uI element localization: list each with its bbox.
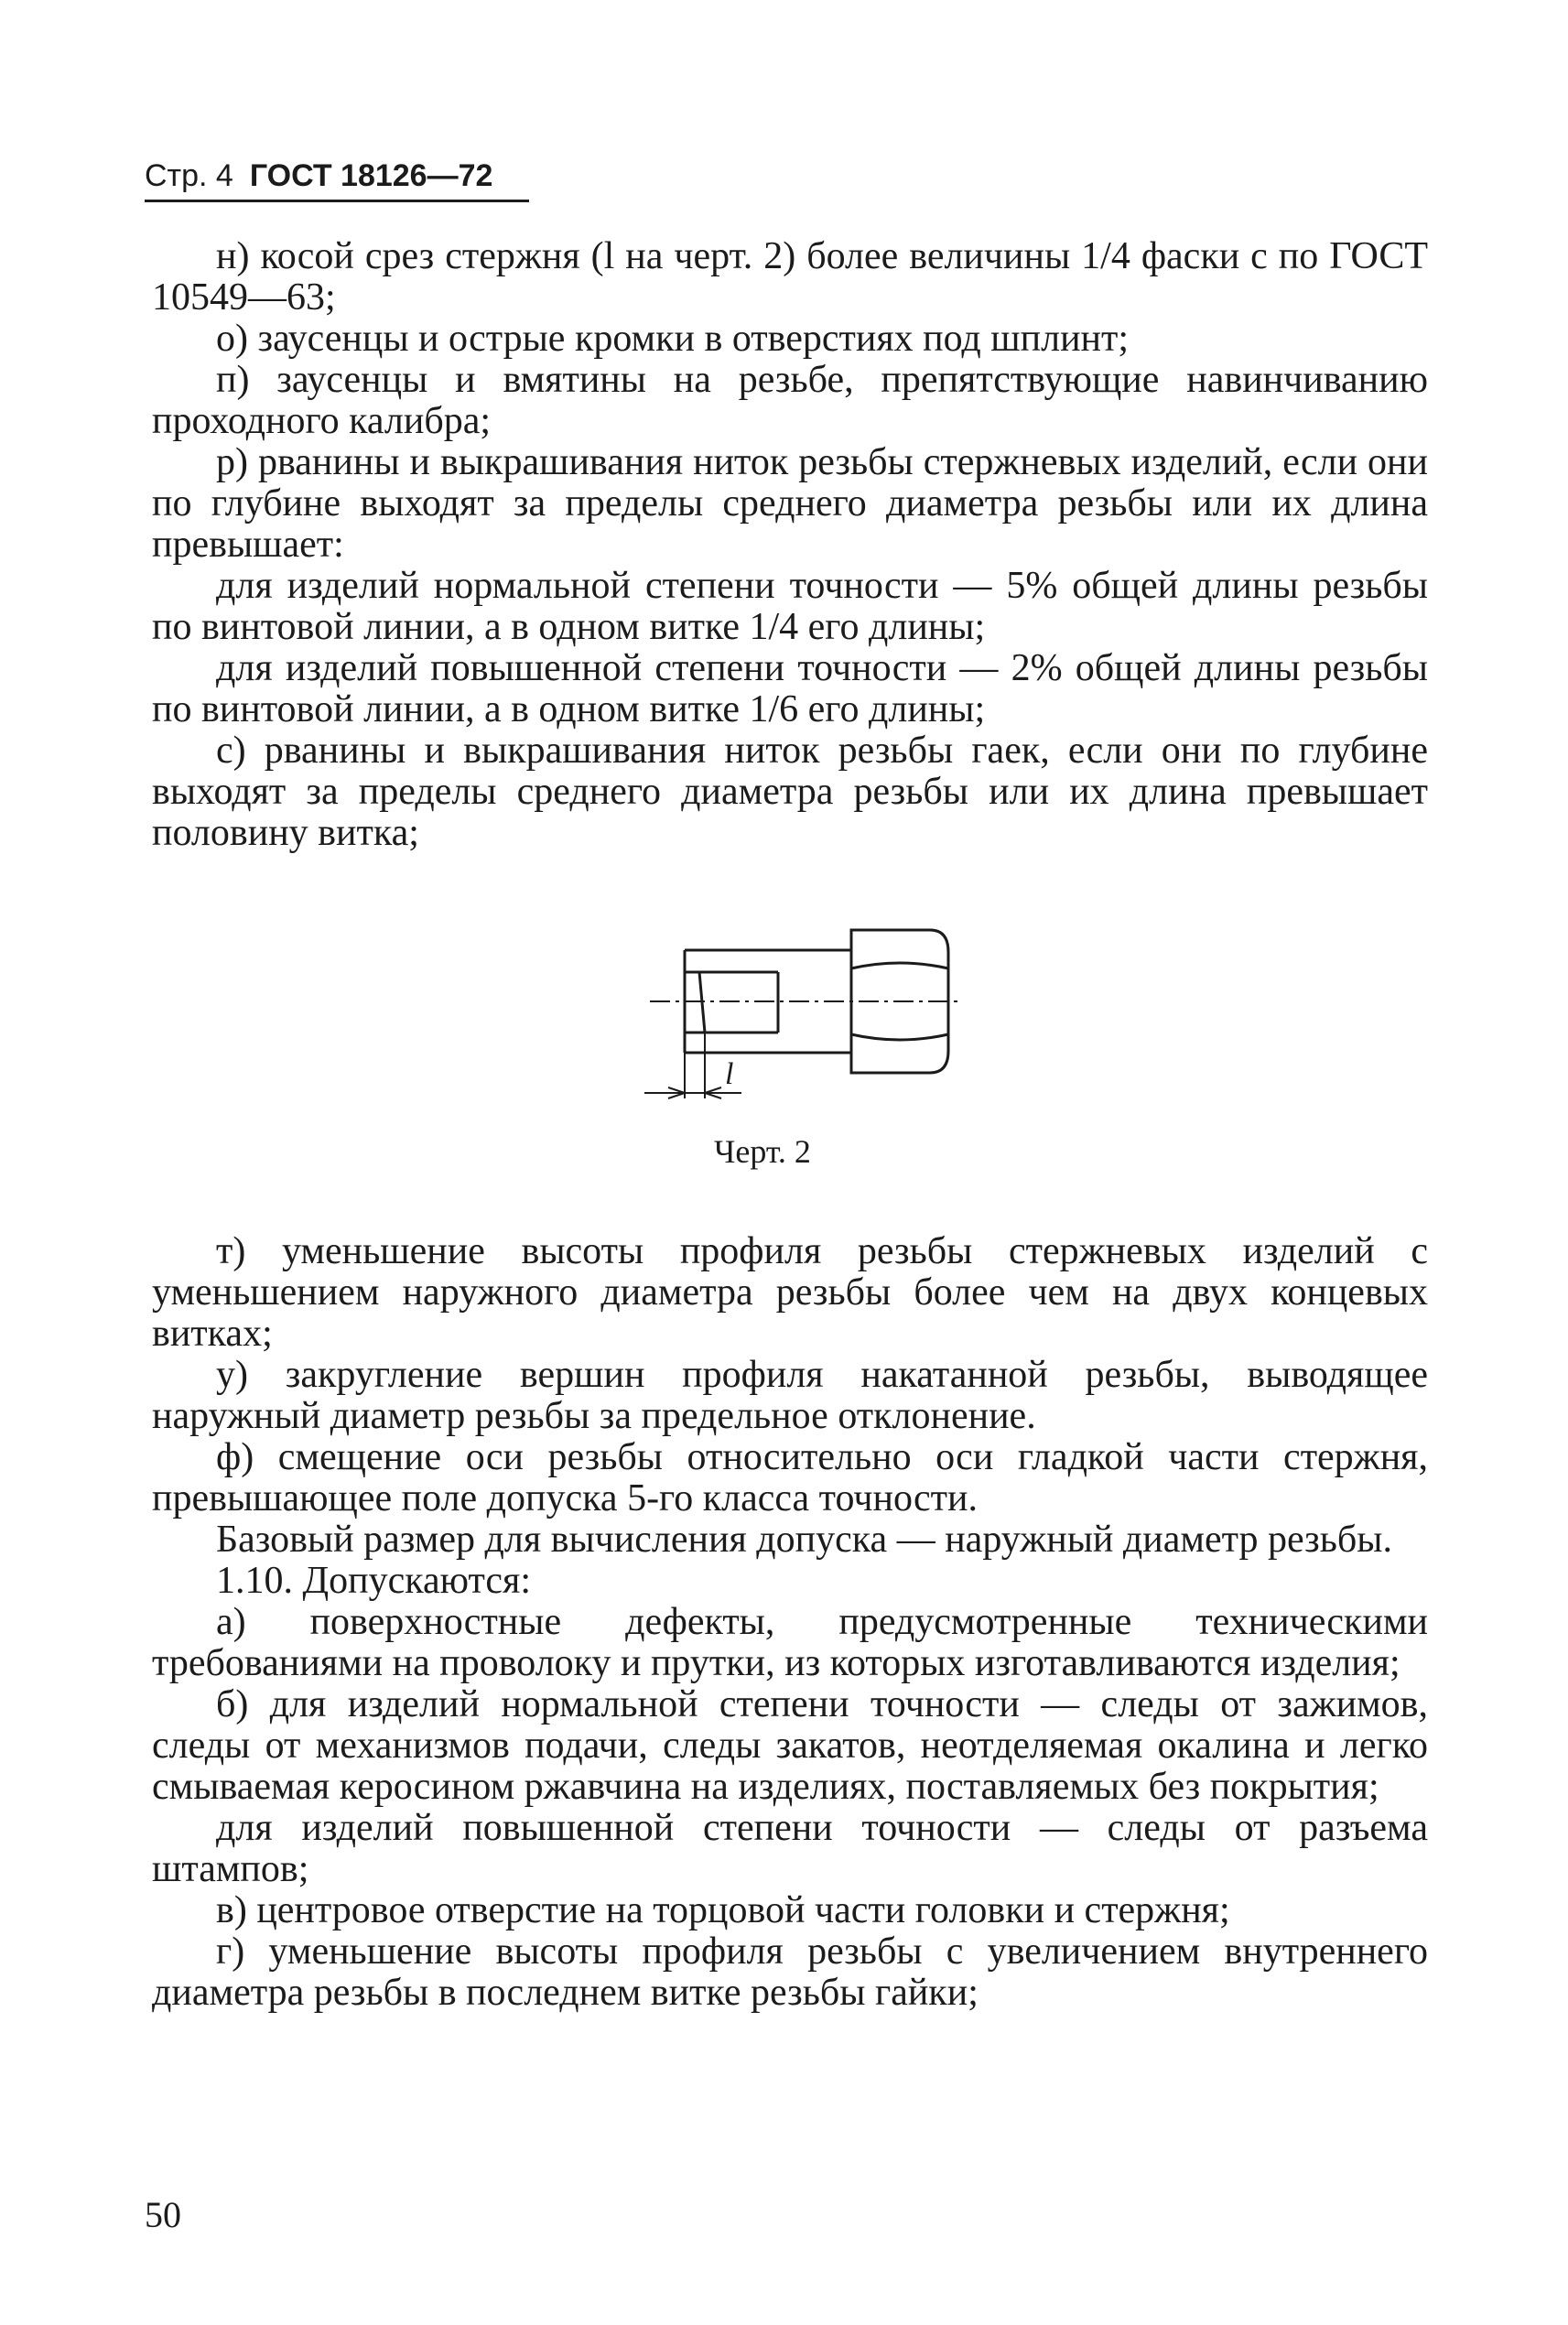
paragraph-b: б) для изделий нормальной степени точности — следы от зажимов, следы от механизмов подачи, следы закатов, неотделяемая окалина и легко смываемая керосином ржавчина на изделиях, поставляемых без покрытия;	[152, 1683, 1428, 1808]
page-label: Стр. 4	[145, 158, 233, 193]
paragraph-normal-accuracy: для изделий нормальной степени точности — 5% общей длины резьбы по винтовой линии, а в одном витке 1/4 его длины;	[152, 565, 1428, 648]
paragraph-o: о) заусенцы и острые кромки в отверстиях под шплинт;	[216, 318, 1130, 360]
paragraph-n: н) косой срез стержня (l на черт. 2) более величины 1/4 фаски c по ГОСТ 10549—63;	[152, 235, 1428, 319]
paragraph-u: у) закругление вершин профиля накатанной резьбы, выводящее наружный диаметр резьбы за предельное отклонение.	[152, 1354, 1428, 1437]
bolt-drawing	[641, 915, 970, 1117]
section-1-10: 1.10. Допускаются:	[216, 1560, 531, 1602]
bottom-text-block	[152, 1231, 1428, 2014]
bolt-drawing-svg	[641, 915, 970, 1117]
paragraph-a: а) поверхностные дефекты, предусмотренные техническими требованиями на проволоку и прутки, из которых изготавливаются изделия;	[152, 1601, 1428, 1684]
paragraph-s: с) рванины и выкрашивания ниток резьбы гаек, если они по глубине выходят за пределы среднего диаметра резьбы или их длина превышает половину витка;	[152, 730, 1428, 854]
paragraph-g: г) уменьшение высоты профиля резьбы с увеличением внутреннего диаметра резьбы в последнем витке резьбы гайки;	[152, 1930, 1428, 2014]
standard-number: ГОСТ 18126—72	[249, 158, 493, 193]
header-rule	[145, 200, 529, 202]
top-text-block	[152, 236, 1428, 854]
running-header	[145, 157, 492, 194]
paragraph-t: т) уменьшение высоты профиля резьбы стержневых изделий с уменьшением наружного диаметра резьбы более чем на двух концевых витках;	[152, 1230, 1428, 1355]
figure-caption: Черт. 2	[714, 1133, 811, 1170]
paragraph-v: в) центровое отверстие на торцовой части головки и стержня;	[216, 1889, 1230, 1931]
dimension-label: l	[725, 1057, 734, 1091]
paragraph-base-size: Базовый размер для вычисления допуска — наружный диаметр резьбы.	[216, 1519, 1392, 1561]
page-number: 50	[145, 2194, 181, 2235]
paragraph-p: п) заусенцы и вмятины на резьбе, препятствующие навинчиванию проходного калибра;	[152, 359, 1428, 442]
extension-lines	[685, 1033, 705, 1098]
paragraph-high-accuracy: для изделий повышенной степени точности — 2% общей длины резьбы по винтовой линии, а в одном витке 1/6 его длины;	[152, 647, 1428, 730]
paragraph-r: р) рванины и выкрашивания ниток резьбы стержневых изделий, если они по глубине выходят за пределы среднего диаметра резьбы или их длина превышает:	[152, 441, 1428, 566]
paragraph-f: ф) смещение оси резьбы относительно оси гладкой части стержня, превышающее поле допуска 5-го класса точности.	[152, 1436, 1428, 1519]
paragraph-high-accuracy-stamps: для изделий повышенной степени точности — следы от разъема штампов;	[152, 1807, 1428, 1890]
